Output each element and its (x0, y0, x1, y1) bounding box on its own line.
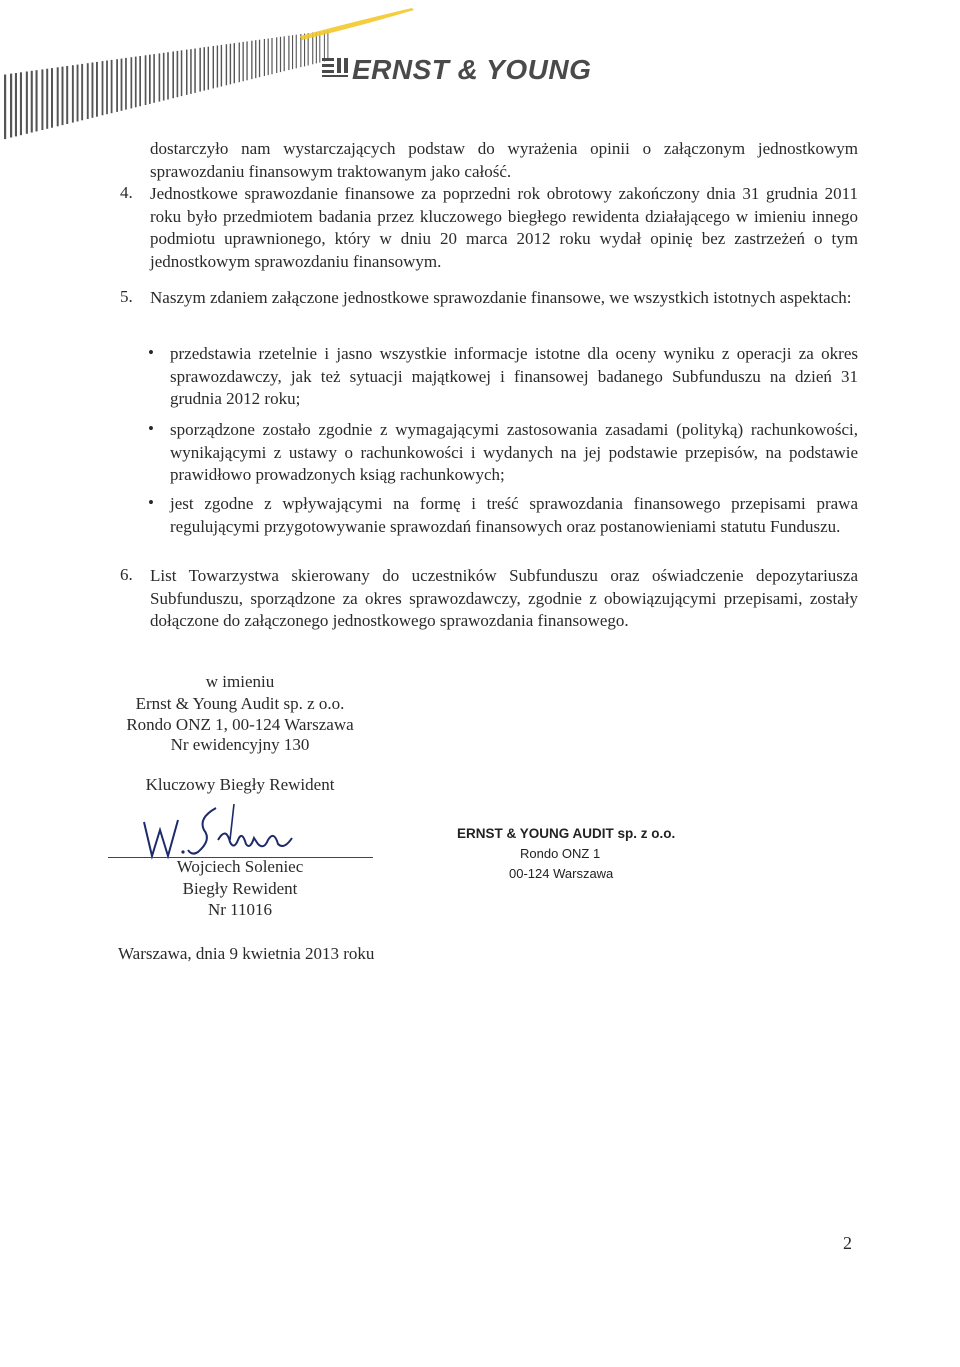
barcode-stripe (217, 46, 218, 88)
barcode-stripe (172, 52, 174, 99)
barcode-stripe (106, 61, 108, 115)
barcode-stripe (81, 64, 83, 120)
barcode-stripe (139, 56, 141, 106)
bullet-item: sporządzone zostało zgodnie z wymagającymi zastosowania zasadami (polityką) rachunkowości, wynikającymi z ustawy o rachunkowości i wydanych na jej podstawie przepisów, na podstawie prawidłowo prowadzonych ksiąg rachunkowych; (170, 420, 858, 484)
item-6-text: List Towarzystwa skierowany do uczestników Subfunduszu oraz oświadczenie depozytariusza Subfunduszu, sporządzone za okres sprawozdawczy, zgodnie z obowiązującymi przepisami, zostały dołączone do załączonego jednostkowego sprawozdania finansowego. (150, 566, 858, 630)
barcode-stripe (31, 71, 33, 133)
auditor-role: Kluczowy Biegły Rewident (145, 775, 335, 794)
barcode-stripe (319, 32, 320, 63)
barcode-stripe (186, 50, 188, 95)
bullet-icon: • (148, 419, 154, 438)
auditor-title: Biegły Rewident (182, 879, 298, 898)
barcode-stripe (264, 39, 265, 76)
barcode-stripe (4, 75, 6, 140)
barcode-stripe (177, 51, 179, 97)
item-number: 5. (120, 287, 133, 306)
barcode-stripe (149, 55, 151, 104)
auditor-name: Wojciech Soleniec (176, 857, 304, 876)
barcode-stripe (77, 65, 79, 122)
intro-paragraph: dostarczyło nam wystarczających podstaw do wyrażenia opinii o załączonym jednostkowym sprawozdaniu finansowym traktowanym jako całość. (150, 139, 858, 181)
barcode-stripe (230, 44, 231, 85)
barcode-stripe (251, 41, 252, 79)
handwritten-signature (138, 800, 308, 862)
bullet-item: jest zgodne z wpływającymi na formę i treść sprawozdania finansowego przepisami prawa regulującymi przygotowywanie sprawozdań finansowych oraz postanowieniami statutu Funduszu. (170, 494, 858, 536)
bullet-item: przedstawia rzetelnie i jasno wszystkie informacje istotne dla oceny wyniku z operacji za okres sprawozdawczy, jak też sytuacji majątkowej i finansowej badanego Subfunduszu na dzień 31 grudnia 2012 roku; (170, 344, 858, 408)
barcode-stripe (221, 45, 222, 87)
barcode-stripe (292, 35, 293, 69)
barcode-stripe (102, 61, 104, 115)
barcode-stripe (243, 42, 244, 81)
barcode-stripe (167, 52, 169, 99)
barcode-stripe (159, 53, 161, 101)
on-behalf-label: w imieniu (205, 672, 275, 691)
stamp-street: Rondo ONZ 1 (520, 846, 601, 861)
registry-number: Nr ewidencyjny 130 (170, 735, 310, 754)
barcode-stripe (259, 40, 260, 77)
barcode-stripe (153, 54, 155, 103)
barcode-stripe (36, 70, 38, 131)
barcode-stripe (280, 37, 281, 72)
item-number: 4. (120, 183, 133, 202)
barcode-stripe (121, 59, 123, 111)
barcode-stripe (41, 69, 43, 130)
barcode-stripe (131, 57, 133, 108)
company-address: Rondo ONZ 1, 00-124 Warszawa (126, 715, 354, 734)
barcode-stripe (87, 63, 89, 119)
barcode-stripe (296, 35, 297, 69)
item-5-text: Naszym zdaniem załączone jednostkowe sprawozdanie finansowe, we wszystkich istotnych aspektach: (150, 288, 852, 307)
barcode-stripe (194, 49, 196, 93)
barcode-stripe (111, 60, 113, 113)
barcode-stripe (15, 73, 17, 136)
barcode-stripe (255, 40, 256, 78)
stamp-city: 00-124 Warszawa (509, 866, 614, 881)
barcode-stripe (92, 63, 94, 118)
barcode-stripe (66, 66, 68, 124)
barcode-stripe (276, 37, 277, 73)
auditor-number: Nr 11016 (207, 900, 273, 919)
barcode-stripe (226, 44, 227, 85)
barcode-stripe (163, 53, 165, 101)
logo-icon (322, 56, 350, 83)
barcode-stripe (284, 36, 285, 71)
barcode-stripe (72, 65, 74, 122)
barcode-stripe (135, 57, 137, 108)
page-number: 2 (843, 1233, 852, 1253)
item-number: 6. (120, 565, 133, 584)
barcode-stripe (145, 55, 147, 105)
company-name: Ernst & Young Audit sp. z o.o. (135, 694, 345, 713)
barcode-stripe (26, 72, 28, 134)
barcode-stripe (204, 47, 206, 90)
barcode-stripe (213, 46, 214, 88)
barcode-stripe (96, 62, 98, 117)
barcode-stripe (125, 58, 127, 110)
barcode-stripe (10, 74, 12, 138)
barcode-stripe (116, 59, 118, 112)
stamp-company: ERNST & YOUNG AUDIT sp. z o.o. (457, 826, 676, 841)
barcode-stripe (46, 69, 48, 129)
barcode-stripe (246, 41, 247, 80)
bullet-icon: • (148, 343, 154, 362)
place-date: Warszawa, dnia 9 kwietnia 2013 roku (118, 944, 375, 963)
barcode-stripe (57, 67, 59, 126)
barcode-stripe (51, 68, 53, 128)
barcode-stripe (316, 32, 317, 64)
barcode-stripe (199, 48, 201, 92)
barcode-stripe (288, 36, 289, 70)
barcode-stripe (300, 34, 301, 67)
barcode-stripe (181, 50, 183, 96)
barcode-stripe (20, 72, 22, 135)
item-4-text: Jednostkowe sprawozdanie finansowe za poprzedni rok obrotowy zakończony dnia 31 grudnia 2011 roku było przedmiotem badania przez kluczowego biegłego rewidenta działającego w imieniu innego podmiotu uprawnionego, który w dniu 20 marca 2012 roku wydał opinię bez zastrzeżeń o tym jednostkowym sprawozdaniu finansowym. (150, 184, 858, 271)
bullet-icon: • (148, 493, 154, 512)
company-logo-text: ERNST & YOUNG (352, 54, 592, 85)
barcode-stripe (208, 47, 209, 90)
barcode-stripe (268, 39, 269, 76)
barcode-stripe (62, 67, 64, 126)
barcode-stripe (190, 49, 192, 94)
barcode-stripe (271, 38, 272, 74)
barcode-stripe (239, 43, 240, 83)
barcode-stripe (234, 43, 235, 83)
